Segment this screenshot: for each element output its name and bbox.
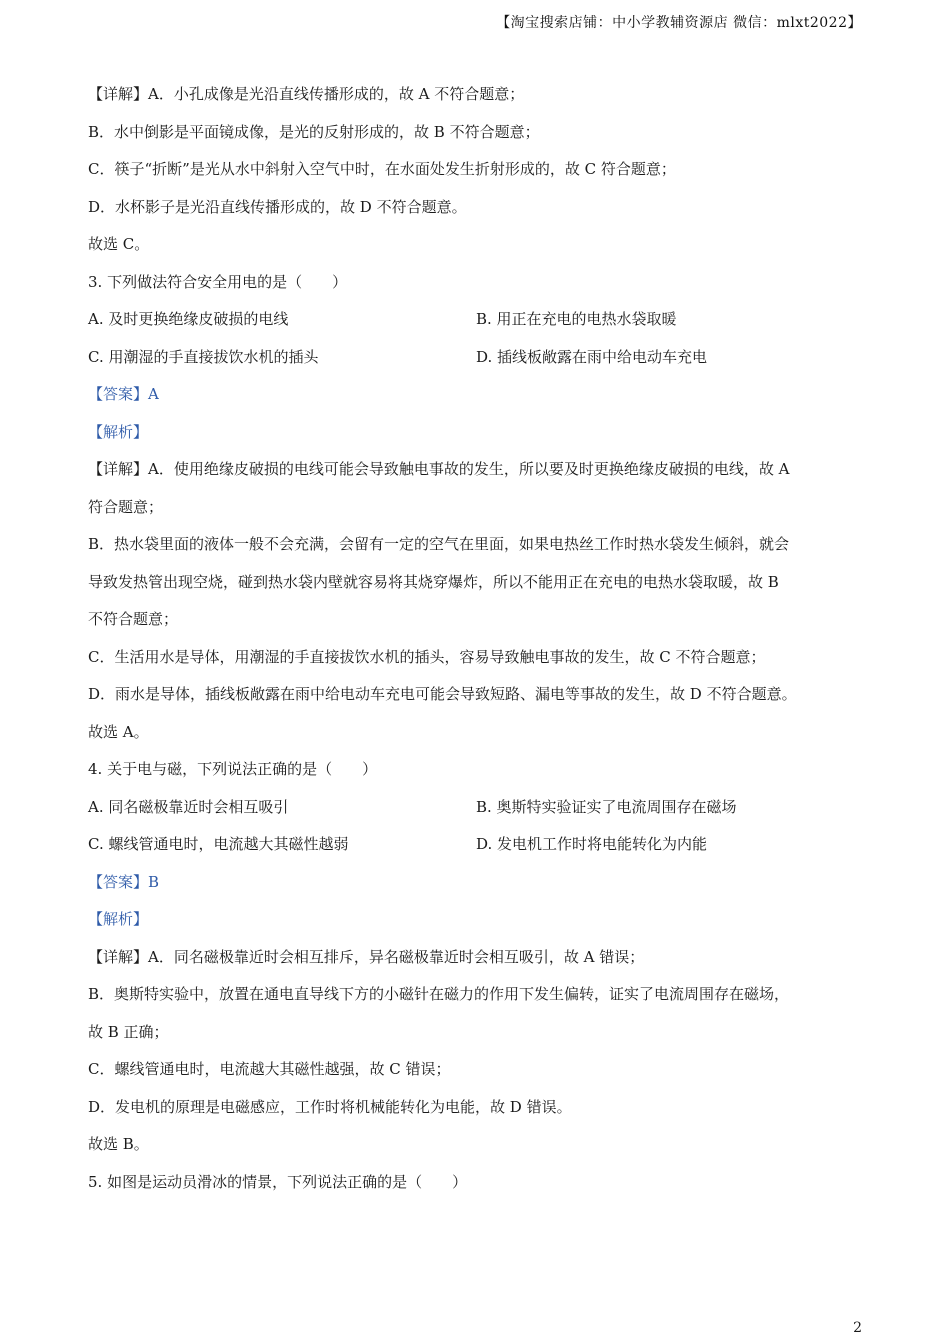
q3-answer: 【答案】A xyxy=(88,385,159,403)
q3-option-c: C. 用潮湿的手直接拔饮水机的插头 xyxy=(88,347,319,366)
q3-stem: 3. 下列做法符合安全用电的是（ ） xyxy=(88,272,348,291)
q3-conclusion: 故选 A。 xyxy=(88,722,149,741)
q3-explanation-line: 不符合题意； xyxy=(88,610,179,628)
q2-explanation-line: D．水杯影子是光沿直线传播形成的，故 D 不符合题意。 xyxy=(88,197,467,216)
q4-answer: 【答案】B xyxy=(88,872,160,891)
q2-conclusion: 故选 C。 xyxy=(88,235,150,253)
q2-explanation-line: C．筷子“折断”是光从水中斜射入空气中时，在水面处发生折射形成的，故 C 符合题意； xyxy=(88,160,676,178)
q4-analysis-label: 【解析】 xyxy=(88,910,149,928)
q3-explanation-line: C．生活用水是导体，用潮湿的手直接拔饮水机的插头，容易导致触电事故的发生，故 C 不符合题意； xyxy=(88,647,766,666)
q4-explanation-line: 【详解】A．同名磁极靠近时会相互排斥，异名磁极靠近时会相互吸引，故 A 错误； xyxy=(88,947,645,966)
q3-explanation-line: 导致发热管出现空烧，碰到热水袋内壁就容易将其烧穿爆炸，所以不能用正在充电的电热水袋取暖，故 B xyxy=(88,572,779,591)
q4-options-row xyxy=(88,789,868,827)
q4-option-d: D. 发电机工作时将电能转化为内能 xyxy=(476,835,708,853)
q2-explanation-line: B．水中倒影是平面镜成像，是光的反射形成的，故 B 不符合题意； xyxy=(88,122,540,141)
q3-explanation-line: 符合题意； xyxy=(88,497,164,516)
q3-analysis-label: 【解析】 xyxy=(88,422,149,441)
q4-explanation-line: 故 B 正确； xyxy=(88,1022,169,1041)
page-number: 2 xyxy=(853,1320,862,1336)
q4-option-c: C. 螺线管通电时，电流越大其磁性越弱 xyxy=(88,835,349,853)
q4-conclusion: 故选 B。 xyxy=(88,1135,149,1153)
q3-options-row xyxy=(88,339,868,377)
q3-explanation-line: 【详解】A．使用绝缘皮破损的电线可能会导致触电事故的发生，所以要及时更换绝缘皮破损的电线，故 A xyxy=(88,460,790,478)
page-header: 【淘宝搜索店铺：中小学教辅资源店 微信：mlxt2022】 xyxy=(496,15,862,31)
q3-option-d: D. 插线板敞露在雨中给电动车充电 xyxy=(476,347,708,366)
q3-option-a: A. 及时更换绝缘皮破损的电线 xyxy=(88,310,289,328)
q4-stem: 4. 关于电与磁，下列说法正确的是（ ） xyxy=(88,760,378,778)
q2-explanation-line: 【详解】A．小孔成像是光沿直线传播形成的，故 A 不符合题意； xyxy=(88,85,525,103)
q4-explanation-line: B．奥斯特实验中，放置在通电直导线下方的小磁针在磁力的作用下发生偏转，证实了电流周围存在磁场， xyxy=(88,985,790,1003)
q5-stem: 5. 如图是运动员滑冰的情景，下列说法正确的是（ ） xyxy=(88,1172,468,1191)
q4-explanation-line: D．发电机的原理是电磁感应，工作时将机械能转化为电能，故 D 错误。 xyxy=(88,1097,572,1116)
q4-explanation-line: C．螺线管通电时，电流越大其磁性越强，故 C 错误； xyxy=(88,1060,451,1078)
q3-explanation-line: B．热水袋里面的液体一般不会充满，会留有一定的空气在里面，如果电热丝工作时热水袋发生倾斜，就会 xyxy=(88,535,790,553)
q4-option-b: B. 奥斯特实验证实了电流周围存在磁场 xyxy=(476,797,737,816)
q3-option-b: B. 用正在充电的电热水袋取暖 xyxy=(476,310,677,328)
q4-option-a: A. 同名磁极靠近时会相互吸引 xyxy=(88,797,289,816)
q3-explanation-line: D．雨水是导体，插线板敞露在雨中给电动车充电可能会导致短路、漏电等事故的发生，故 D 不符合题意。 xyxy=(88,685,797,703)
q4-options-row xyxy=(88,826,868,864)
q3-options-row xyxy=(88,301,868,339)
document-body xyxy=(88,76,868,1201)
